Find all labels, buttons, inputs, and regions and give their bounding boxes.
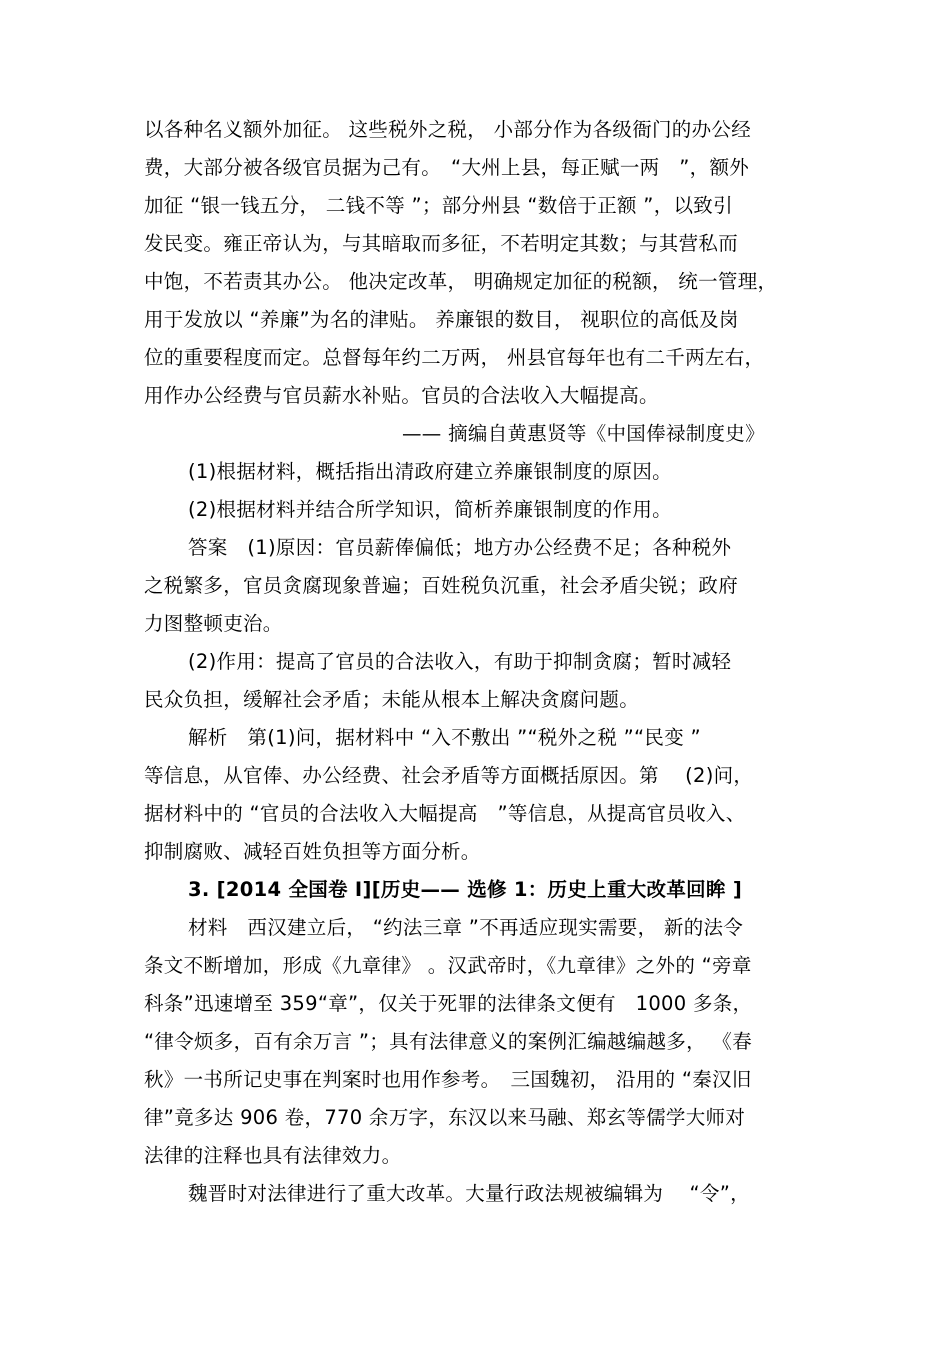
text-line: “律令烦多，百有余万言 ”；具有法律意义的案例汇编越编越多， 《春 [144, 1030, 753, 1053]
text-line: 民众负担，缓解社会矛盾；未能从根本上解决贪腐问题。 [144, 688, 640, 711]
answer-2-line: (2)作用：提高了官员的合法收入，有助于抑制贪腐；暂时减轻 [188, 650, 732, 673]
question-2: (2)根据材料并结合所学知识，简析养廉银制度的作用。 [188, 498, 672, 521]
text-line: 用于发放以 “养廉”为名的津贴。 养廉银的数目， 视职位的高低及岗 [144, 308, 739, 331]
text-line: 等信息，从官俸、办公经费、社会矛盾等方面概括原因。第 (2)问， [144, 764, 754, 787]
text-line: 条文不断增加，形成《九章律》 。汉武帝时，《九章律》之外的 “旁章 [144, 954, 752, 977]
text-line: 科条”迅速增至 359“章”，仅关于死罪的法律条文便有 1000 多条， [144, 992, 753, 1015]
text-line: 律”竟多达 906 卷，770 余万字，东汉以来马融、郑玄等儒学大师对 [144, 1106, 746, 1129]
text-line: 力图整顿吏治。 [144, 612, 283, 635]
text-line: 发民变。雍正帝认为，与其暗取而多征，不若明定其数；与其营私而 [144, 232, 739, 255]
text-line: 以各种名义额外加征。 这些税外之税， 小部分作为各级衙门的办公经 [144, 118, 751, 141]
text-line: 中饱，不若责其办公。 他决定改革， 明确规定加征的税额， 统一管理， [144, 270, 778, 293]
question-3-heading: 3. [2014 全国卷 Ⅰ][历史—— 选修 1：历史上重大改革回眸 ] [188, 878, 743, 901]
text-line: 用作办公经费与官员薪水补贴。官员的合法收入大幅提高。 [144, 384, 659, 407]
answer-line: 答案 (1)原因：官员薪俸偏低；地方办公经费不足；各种税外 [188, 536, 732, 559]
text-line: 费，大部分被各级官员据为己有。 “大州上县，每正赋一两 ”，额外 [144, 156, 750, 179]
text-line: 据材料中的 “官员的合法收入大幅提高 ”等信息，从提高官员收入、 [144, 802, 746, 825]
source-citation: —— 摘编自黄惠贤等《中国俸禄制度史》 [402, 422, 765, 445]
text-line: 位的重要程度而定。总督每年约二万两， 州县官每年也有二千两左右， [144, 346, 765, 369]
text-line: 秋》一书所记史事在判案时也用作参考。 三国魏初， 沿用的 “秦汉旧 [144, 1068, 752, 1091]
text-line: 抑制腐败、减轻百姓负担等方面分析。 [144, 840, 481, 863]
text-line: 加征 “银一钱五分， 二钱不等 ”；部分州县 “数倍于正额 ”，以致引 [144, 194, 733, 217]
question-1: (1)根据材料，概括指出清政府建立养廉银制度的原因。 [188, 460, 672, 483]
material-line: 材料 西汉建立后， “约法三章 ”不再适应现实需要， 新的法令 [188, 916, 744, 939]
text-line: 魏晋时对法律进行了重大改革。大量行政法规被编辑为 “令”， [188, 1182, 750, 1205]
text-line: 之税繁多，官员贪腐现象普遍；百姓税负沉重，社会矛盾尖锐；政府 [144, 574, 739, 597]
text-line: 法律的注释也具有法律效力。 [144, 1144, 402, 1167]
analysis-line: 解析 第(1)问，据材料中 “入不敷出 ”“税外之税 ”“民变 ” [188, 726, 701, 749]
